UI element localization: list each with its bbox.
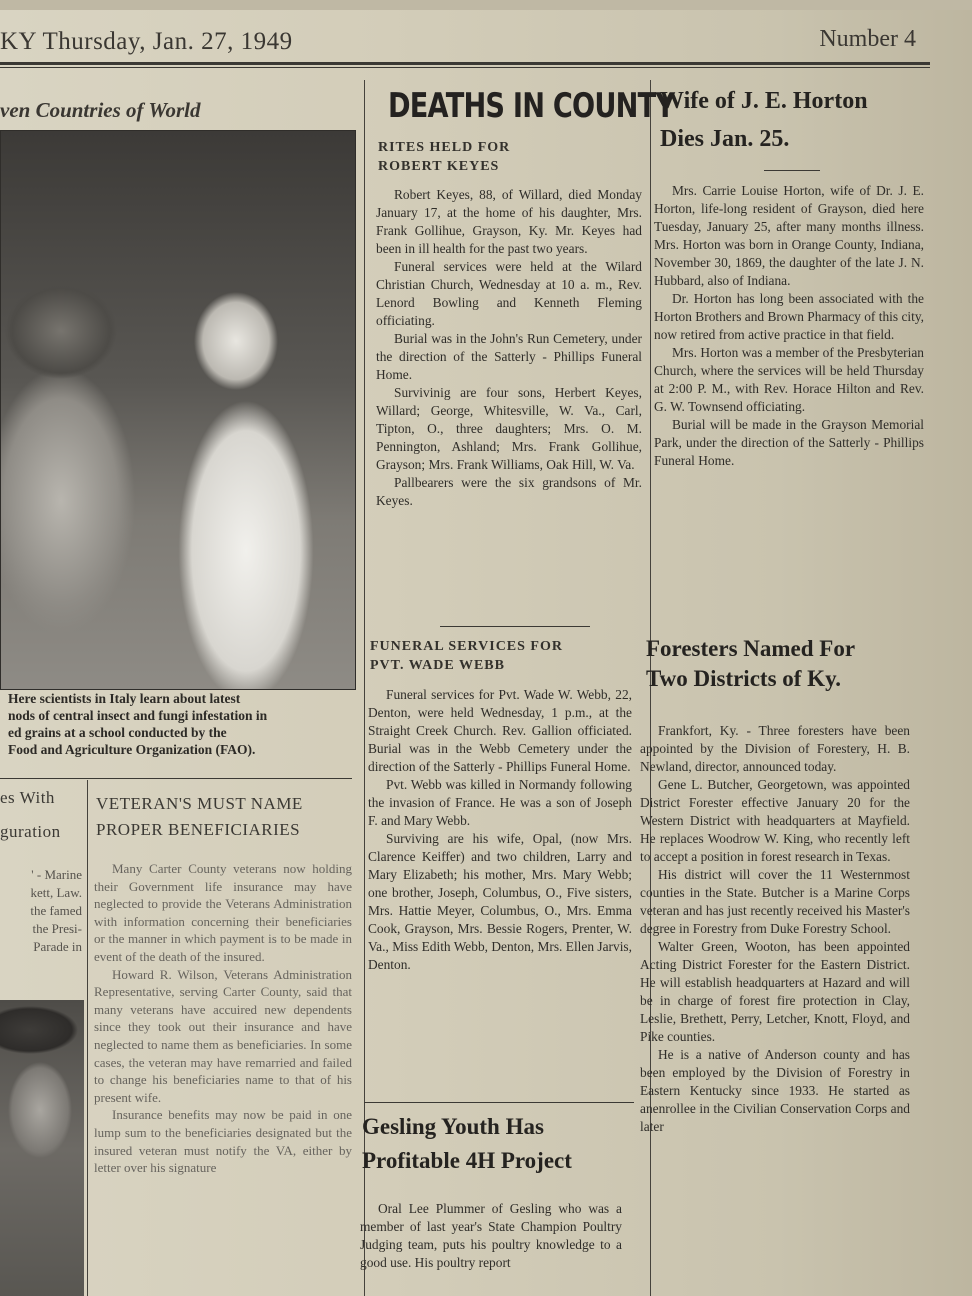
subhead-line: ROBERT KEYES <box>378 159 500 174</box>
headline-line: Foresters Named For <box>646 636 856 661</box>
inauguration-text <box>0 866 82 956</box>
text-line: Parade in <box>33 939 82 954</box>
paragraph: Oral Lee Plummer of Gesling who was a member of last year's State Champion Poultry Judging team, puts his poultry knowledge to a good use. His poultry report <box>360 1201 622 1270</box>
text-line: kett, Law. <box>30 885 82 900</box>
deaths-banner: DEATHS IN COUNTY <box>388 86 675 126</box>
column-rule-left <box>87 780 88 1296</box>
top-strip <box>0 0 972 10</box>
paragraph: Frankfort, Ky. - Three foresters have been appointed by the Division of Forestery, H. B. Newland, director, announced today. <box>640 723 910 774</box>
text-line: the Presi- <box>32 921 82 936</box>
horton-headline <box>660 82 930 158</box>
horton-story <box>654 182 924 470</box>
caption-line: Food and Agriculture Organization (FAO). <box>8 742 256 757</box>
subhead-line: FUNERAL SERVICES FOR <box>370 639 563 654</box>
paragraph: Pallbearers were the six grandsons of Mr. Keyes. <box>376 475 642 508</box>
paragraph: Survivinig are four sons, Herbert Keyes, Willard; George, Whitesville, W. Va., Carl, Tipton, O., three daughters; Mrs. O. M. Pennington, Ashland; Mrs. Frank Gollihue, Grayson; Mrs. Frank Williams, Oak Hill, W. Va. <box>376 385 642 472</box>
dateline: KY Thursday, Jan. 27, 1949 <box>0 28 293 55</box>
paragraph: Burial will be made in the Grayson Memorial Park, under the direction of the Satterly - Phillips Funeral Home. <box>654 417 924 468</box>
paragraph: Many Carter County veterans now holding their Government life insurance may have neglected to provide the Veterans Administration with information concerning their beneficiaries or the manner in which payment is to be made in event of the death of the insured. <box>94 861 352 964</box>
text-line: the famed <box>30 903 82 918</box>
paragraph: Mrs. Horton was a member of the Presbyterian Church, where the services will be held Thursday at 2:00 P. M., with Rev. Horace Hilton and Rev. G. W. Townsend officiating. <box>654 345 924 414</box>
caption-line: ed grains at a school conducted by the <box>8 725 227 740</box>
headline-line: guration <box>0 822 61 841</box>
keyes-story <box>376 186 642 510</box>
headline-line: Two Districts of Ky. <box>646 666 842 691</box>
foresters-story <box>640 722 910 1296</box>
headline-line: Dies Jan. 25. <box>660 126 790 152</box>
photo-caption <box>8 690 348 758</box>
paragraph: Dr. Horton has long been associated with the Horton Brothers and Brown Pharmacy of this city, now retired from active practice in that field. <box>654 291 924 342</box>
paragraph: He is a native of Anderson county and has been employed by the Division of Forestry in Eastern Kentucky since 1933. He started as anenrollee in the Civilian Conservation Corps and later <box>640 1047 910 1134</box>
keyes-subhead <box>378 138 638 176</box>
paragraph: Robert Keyes, 88, of Willard, died Monday January 17, at the home of his daughter, Mrs. Frank Gollihue, Grayson, Ky. Mr. Keyes had been in ill health for the past two years. <box>376 187 642 256</box>
section-rule <box>0 778 352 779</box>
gesling-story <box>360 1200 622 1272</box>
webb-story <box>368 686 632 974</box>
paragraph: Insurance benefits may now be paid in one lump sum to the beneficiaries designated but the insured veteran must notify the VA, either by letter over his signature <box>94 1107 352 1176</box>
webb-subhead <box>370 637 640 675</box>
paragraph: Pvt. Webb was killed in Normandy following the invasion of France. He was a son of Joseph F. and Mary Webb. <box>368 777 632 828</box>
masthead-rule <box>0 62 930 65</box>
veterans-body <box>94 860 352 1296</box>
paragraph: Mrs. Carrie Louise Horton, wife of Dr. J. E. Horton, life-long resident of Grayson, died here Tuesday, January 25, after many months illness. Mrs. Horton was born in Orange County, Indiana, November 30, 1869, the daughter of the late J. N. Hubbard, also of Indiana. <box>654 183 924 288</box>
paragraph: Funeral services for Pvt. Wade W. Webb, 22, Denton, were held Wednesday, 1 p.m., at the Straight Creek Church. Rev. Gallion officiated. Burial was in the Webb Cemetery under the direction of the Satterly - Phillips Funeral Home. <box>368 687 632 774</box>
headline-line: VETERAN'S MUST NAME <box>96 794 303 813</box>
gesling-headline <box>362 1110 640 1178</box>
veterans-headline <box>96 792 356 842</box>
foresters-headline <box>646 634 930 694</box>
fao-photo <box>0 130 356 690</box>
masthead-rule-thin <box>0 67 930 68</box>
paragraph: Walter Green, Wooton, has been appointed Acting District Forester for the Eastern District. He will establish headquarters at Hazard and will be in charge of forest fire protection in Clay, Leslie, Brethett, Perry, Letcher, Knott, Floyd, and Pike counties. <box>640 939 910 1044</box>
text-line: ' - Marine <box>31 867 82 882</box>
inauguration-headline <box>0 786 84 844</box>
headline-line: PROPER BENEFICIARIES <box>96 820 301 839</box>
paragraph: Burial was in the John's Run Cemetery, under the direction of the Satterly - Phillips Funeral Home. <box>376 331 642 382</box>
headline-line: Gesling Youth Has <box>362 1114 544 1139</box>
subhead-line: RITES HELD FOR <box>378 140 511 155</box>
headline-line: Profitable 4H Project <box>362 1148 572 1173</box>
paragraph: Surviving are his wife, Opal, (now Mrs. Clarence Keiffer) and two children, Larry and Mary Elizabeth; his mother, Mrs. Mary Webb; one brother, Joseph, Columbus, O., Five sisters, Mrs. Hattie Meyer, Columbus, O., Mrs. Emma Cook, Grayson, Mrs. Bessie Rogers, Prenter, W. Va., Miss Edith Webb, Denton, Mrs. Ellen Jarvis, Denton. <box>368 831 632 972</box>
headline-line: es With <box>0 788 55 807</box>
paragraph: Howard R. Wilson, Veterans Administration Representative, serving Carter County, said that many veterans have accuired new dependents since they took out their insurance and have neglected to name them as beneficiaries. In some cases, the veteran may have remarried and failed to change his beneficiaries name to that of his present wife. <box>94 966 352 1105</box>
short-rule <box>440 626 590 627</box>
subhead-line: PVT. WADE WEBB <box>370 658 505 673</box>
short-rule <box>764 170 820 171</box>
section-rule <box>364 1102 634 1103</box>
paragraph: Gene L. Butcher, Georgetown, was appointed District Forester effective January 20 for the Western District with headquarters at Mayfield. He replaces Woodrow W. King, who recently left to accept a position in forest research in Texas. <box>640 777 910 864</box>
caption-line: Here scientists in Italy learn about latest <box>8 691 241 706</box>
headline-line: Wife of J. E. Horton <box>660 88 868 114</box>
photo-kicker: ven Countries of World <box>0 98 201 122</box>
caption-line: nods of central insect and fungi infestation in <box>8 708 268 723</box>
issue-number: Number 4 <box>819 26 916 52</box>
paragraph: His district will cover the 11 Westernmost counties in the State. Butcher is a Marine Corps veteran and has just recently received his Master's degree in Forestry from Duke Forestry School. <box>640 867 910 936</box>
paragraph: Funeral services were held at the Wilard Christian Church, Wednesday at 10 a. m., Rev. Lenord Bowling and Kenneth Fleming officiating. <box>376 259 642 328</box>
soldier-photo <box>0 1000 84 1296</box>
